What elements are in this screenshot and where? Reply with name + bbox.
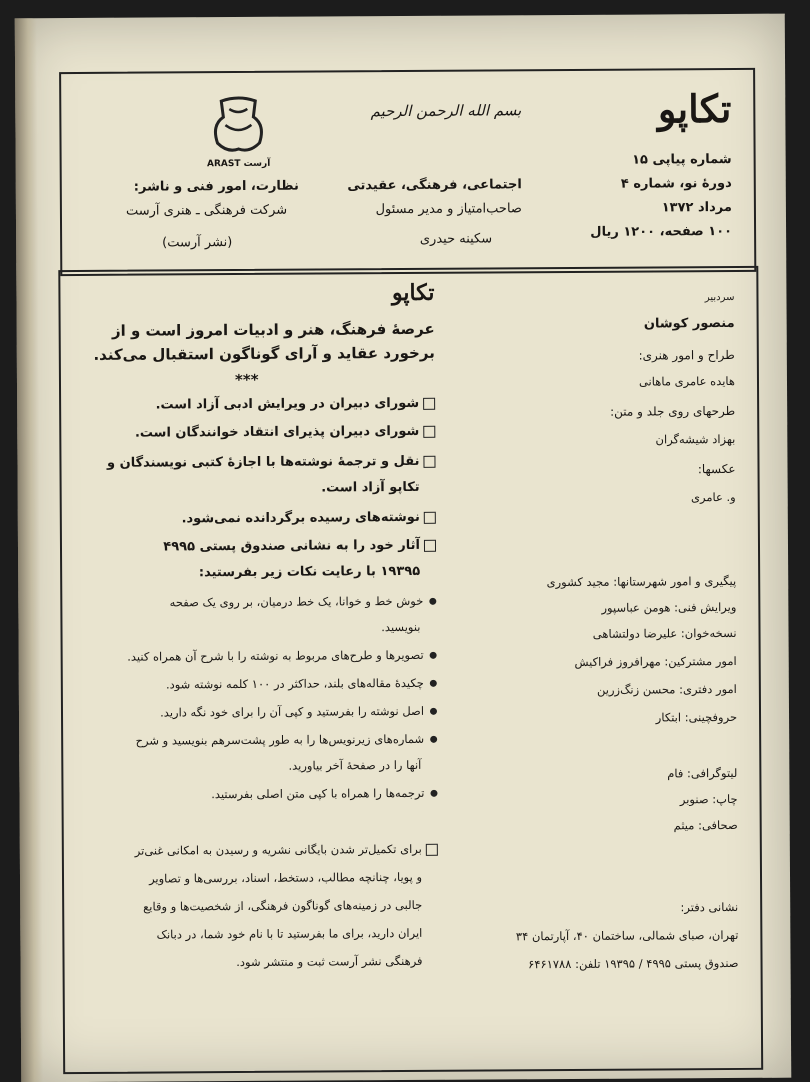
owner-label: صاحب‌امتیاز و مدیر مسئول: [375, 201, 522, 218]
issue-number: شماره پیاپی ۱۵: [632, 151, 732, 168]
rule-5: [163, 538, 436, 555]
mini-logo: تکاپو: [391, 279, 435, 307]
tip-1-cont: بنویسید.: [381, 619, 421, 635]
checkbox-icon: [424, 511, 436, 523]
intro-line-1: عرصهٔ فرهنگ، هنر و ادبیات امروز است و از: [111, 319, 435, 340]
archive-2: و پویا، چنانچه مطالب، دستخط، اسناد، بررسی‌ها و تصاویر: [149, 869, 423, 886]
publisher-name: (نشر آرست): [162, 235, 233, 251]
credit-follow: پیگیری و امور شهرستانها: مجید کشوری: [546, 573, 737, 590]
rule-4: [182, 510, 436, 527]
rule-3-text: نقل و ترجمهٔ نوشته‌ها با اجازهٔ کتبی نویسندگان و: [106, 453, 420, 471]
magazine-logo: تکاپو: [657, 85, 732, 132]
category-line: اجتماعی، فرهنگی، عقیدتی: [347, 177, 522, 194]
checkbox-icon: [423, 397, 435, 409]
tip-5-text: شماره‌های زیرنویس‌ها را به طور پشت‌سرهم بنویسید و شرح: [135, 731, 425, 748]
tip-6-text: ترجمه‌ها را همراه با کپی متن اصلی بفرستید.: [211, 785, 425, 802]
bullet-icon: [430, 790, 437, 797]
cover-design-name: بهزاد شیشه‌گران: [655, 431, 736, 447]
checkbox-icon: [426, 843, 438, 855]
archive-4: ایران دارید، برای ما بفرستید تا با نام خود شما، در دبانک: [156, 925, 423, 942]
tip-6: [211, 786, 437, 801]
credit-office: امور دفتری: محسن زنگ‌زرین: [596, 681, 737, 697]
credit-printing: چاپ: صنوبر: [679, 791, 738, 807]
tip-2-text: تصویرها و طرح‌های مربوط به نوشته را با شرح آن همراه کنید.: [127, 647, 424, 664]
checkbox-icon: [424, 539, 436, 551]
archive-3: جالبی در زمینه‌های گوناگون فرهنگی، از شخصیت‌ها و وقایع: [143, 897, 423, 914]
archive-1-text: برای تکمیل‌تر شدن بایگانی نشریه و رسیدن به امکانی غنی‌تر: [134, 841, 422, 858]
bullet-icon: [430, 652, 437, 659]
rule-2-text: شورای دبیران پذیرای انتقاد خوانندگان است.: [134, 423, 420, 441]
tip-5: [136, 732, 438, 748]
issue-date: مرداد ۱۳۷۲: [661, 199, 732, 216]
masthead-box: [59, 68, 756, 276]
bullet-icon: [430, 680, 437, 687]
chief-editor-label: سردبیر: [704, 291, 735, 304]
bullet-icon: [430, 708, 437, 715]
rule-5-cont: ۱۹۳۹۵ با رعایت نکات زیر بفرستید:: [198, 563, 421, 581]
chief-editor-name: منصور کوشان: [643, 315, 735, 332]
intro-line-2: برخورد عقاید و آرای گوناگون استقبال می‌کند.: [93, 343, 435, 364]
design-name: هایده عامری ماهانی: [638, 373, 736, 389]
bullet-icon: [429, 598, 436, 605]
bullet-icon: [430, 736, 437, 743]
address-line: تهران، صبای شمالی، ساختمان ۴۰، آپارتمان ۳۴: [515, 927, 739, 944]
photo-name: و. عامری: [690, 489, 736, 505]
company-name: شرکت فرهنگی ـ هنری آرست: [125, 202, 288, 219]
rule-3: [107, 454, 436, 471]
checkbox-icon: [423, 425, 435, 437]
design-label: طراح و امور هنری:: [638, 347, 735, 363]
cover-design-label: طرحهای روی جلد و متن:: [610, 403, 736, 419]
magazine-page: [15, 14, 791, 1082]
credit-lithography: لیتوگرافی: فام: [667, 765, 738, 781]
page-count-price: ۱۰۰ صفحه، ۱۲۰۰ ریال: [590, 223, 733, 240]
po-box-phone: صندوق پستی ۴۹۹۵ / ۱۹۳۹۵ تلفن: ۶۴۶۱۷۸۸: [528, 955, 739, 972]
rule-5-text: آثار خود را به نشانی صندوق پستی ۴۹۹۵: [163, 537, 421, 555]
credit-subscriptions: امور مشترکین: مهرافروز فراکیش: [574, 653, 737, 669]
tip-2: [127, 648, 437, 664]
tip-4: [160, 704, 437, 720]
tip-5-cont: آنها را در صفحهٔ آخر بیاورید.: [288, 757, 422, 773]
rule-3-cont: تکاپو آزاد است.: [321, 479, 420, 496]
credit-binding: صحافی: میثم: [673, 817, 738, 833]
credit-tech-edit: ویرایش فنی: هومن عباسپور: [601, 599, 737, 615]
emblem-caption: ARAST آرست: [206, 158, 271, 170]
arast-emblem-icon: [203, 95, 273, 153]
photo-label: عکسها:: [697, 461, 736, 477]
tip-4-text: اصل نوشته را بفرستید و کپی آن را برای خود نگه دارید.: [160, 703, 425, 720]
tip-3-text: چکیدهٔ مقاله‌های بلند، حداکثر در ۱۰۰ کلمه نوشته شود.: [165, 675, 424, 692]
rule-1: [156, 396, 436, 413]
basmala: بسم الله الرحمن الرحیم: [370, 101, 522, 121]
series-number: دورهٔ نو، شماره ۴: [620, 175, 732, 192]
tip-3: [166, 676, 437, 692]
credit-proofreader: نسخه‌خوان: علیرضا دولتشاهی: [592, 625, 737, 641]
tip-1: [170, 594, 437, 610]
rule-2: [135, 424, 435, 441]
masthead-details-box: [58, 266, 763, 1074]
checkbox-icon: [423, 455, 435, 467]
address-label: نشانی دفتر:: [680, 899, 739, 915]
rule-4-text: نوشته‌های رسیده برگردانده نمی‌شود.: [181, 509, 420, 527]
intro-stars: ***: [234, 370, 259, 390]
owner-name: سکینه حیدری: [419, 231, 493, 247]
page-spine-shadow: [15, 18, 43, 1082]
publisher-emblem: [203, 95, 273, 169]
supervision-label: نظارت، امور فنی و ناشر:: [133, 178, 299, 195]
credit-typesetting: حروفچینی: ابتکار: [655, 709, 738, 725]
archive-1: [135, 842, 438, 858]
archive-5: فرهنگی نشر آرست ثبت و منتشر شود.: [236, 953, 423, 970]
rule-1-text: شورای دبیران در ویرایش ادبی آزاد است.: [155, 395, 420, 413]
tip-1-text: خوش خط و خوانا، یک خط درمیان، بر روی یک صفحه: [169, 593, 424, 610]
